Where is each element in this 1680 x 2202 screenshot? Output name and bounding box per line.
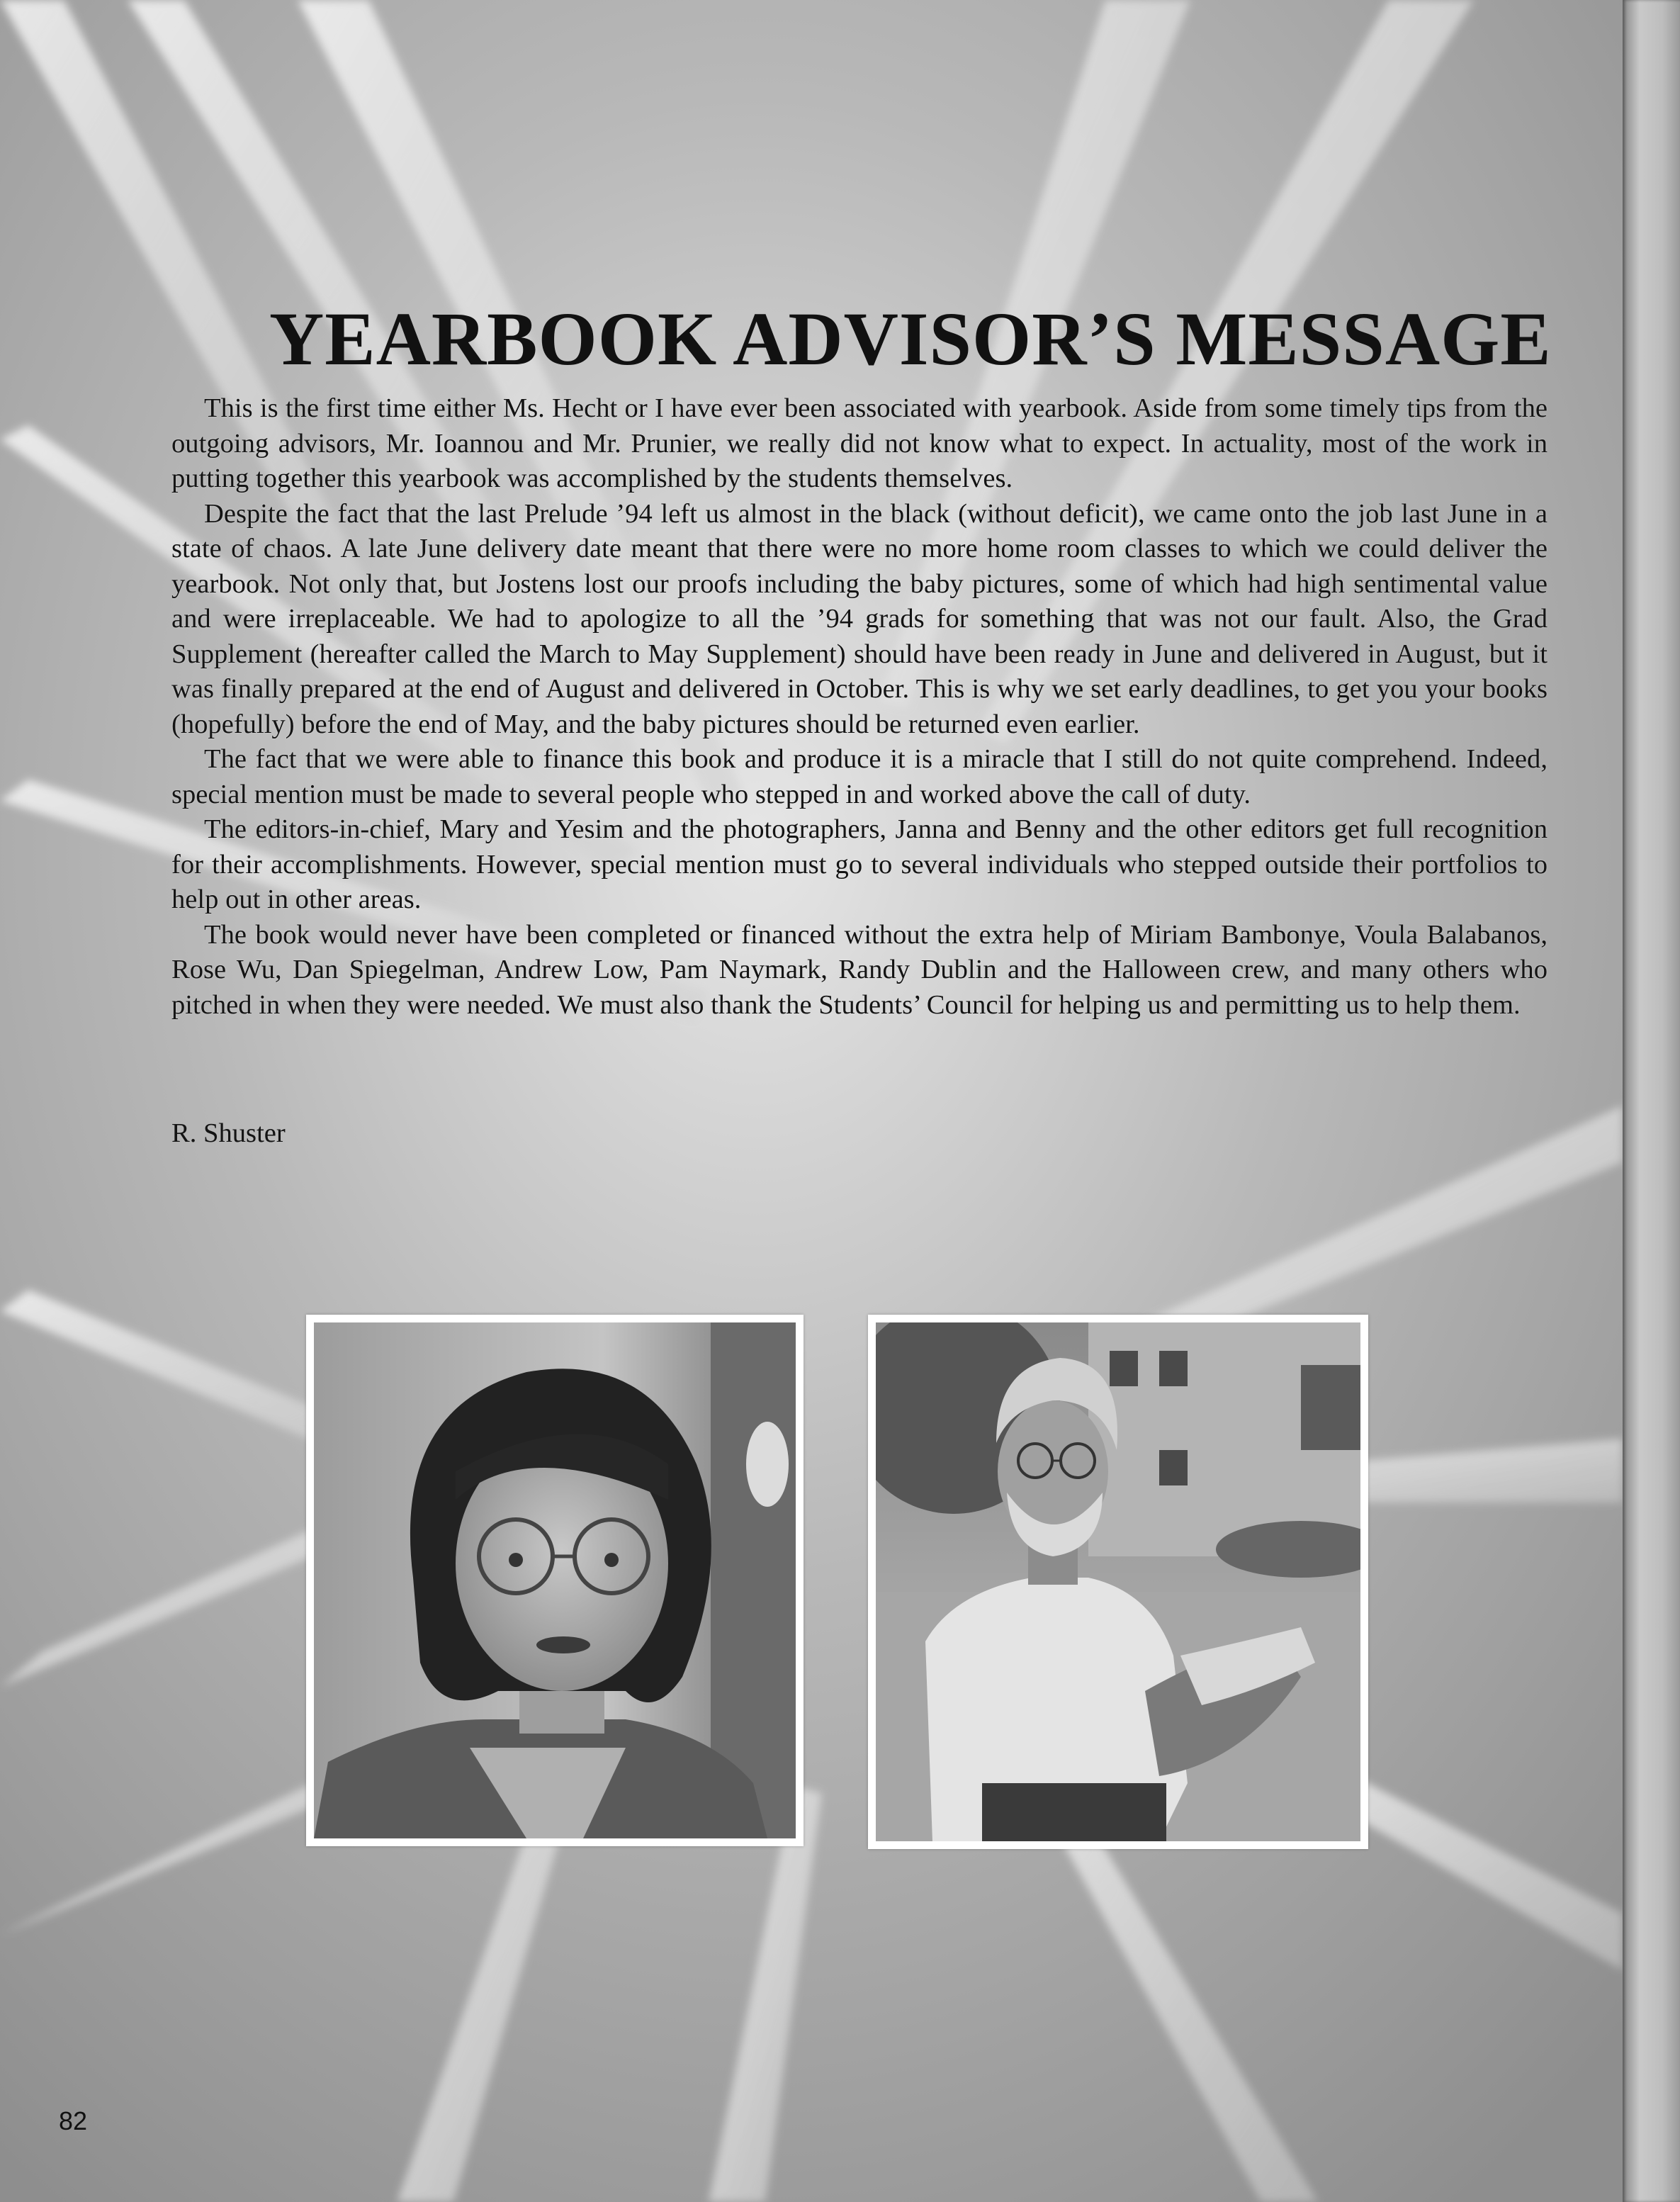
page-title: YEARBOOK ADVISOR’S MESSAGE [269, 298, 1552, 381]
advisor-portrait-photo-right [868, 1315, 1368, 1849]
page-number: 82 [59, 2106, 88, 2135]
message-paragraph: The book would never have been completed or financed without the extra help of Miriam Bambonye, Voula Balabanos, Rose Wu, Dan Spiegelman, Andrew Low, Pam Naymark, Randy Dublin and the Halloween crew, and many others who pitched in when they were needed. We must also thank the Students’ Council for helping us and permitting us to help them. [171, 919, 1547, 1020]
message-paragraph: This is the first time either Ms. Hecht or I have ever been associated with yearbook. Aside from some timely tips from the outgoing advisors, Mr. Ioannou and Mr. Prunier, we really did not know what to expect. In actuality, most of the work in putting together this yearbook was accomplished by the students themselves. [171, 393, 1547, 493]
book-spine-edge [1623, 0, 1680, 2202]
message-paragraph: The fact that we were able to finance this book and produce it is a miracle that I still do not quite comprehend. Indeed, special mention must be made to several people who stepped in and worked above the call of duty. [171, 744, 1547, 809]
portrait-woman-image [314, 1322, 796, 1838]
message-paragraph: The editors-in-chief, Mary and Yesim and the photographers, Janna and Benny and the other editors get full recognition for their accomplishments. However, special mention must go to several individuals who stepped outside their portfolios to help out in other areas. [171, 814, 1547, 914]
portrait-man-image [876, 1322, 1360, 1841]
advisor-portrait-photo-left [306, 1315, 804, 1846]
message-body [171, 391, 1547, 1023]
message-paragraph: Despite the fact that the last Prelude ’94 left us almost in the black (without deficit), we came onto the job last June in a state of chaos. A late June delivery date meant that there were no more home room classes to which we could deliver the yearbook. Not only that, but Jostens lost our proofs including the baby pictures, some of which had high sentimental value and were irreplaceable. We had to apologize to all the ’94 grads for something that was not our fault. Also, the Grad Supplement (hereafter called the March to May Supplement) should have been ready in June and delivered in August, but it was finally prepared at the end of August and delivered in October. This is why we set early deadlines, to get you your books (hopefully) before the end of May, and the baby pictures should be returned even earlier. [171, 498, 1547, 739]
signature: R. Shuster [171, 1118, 286, 1148]
